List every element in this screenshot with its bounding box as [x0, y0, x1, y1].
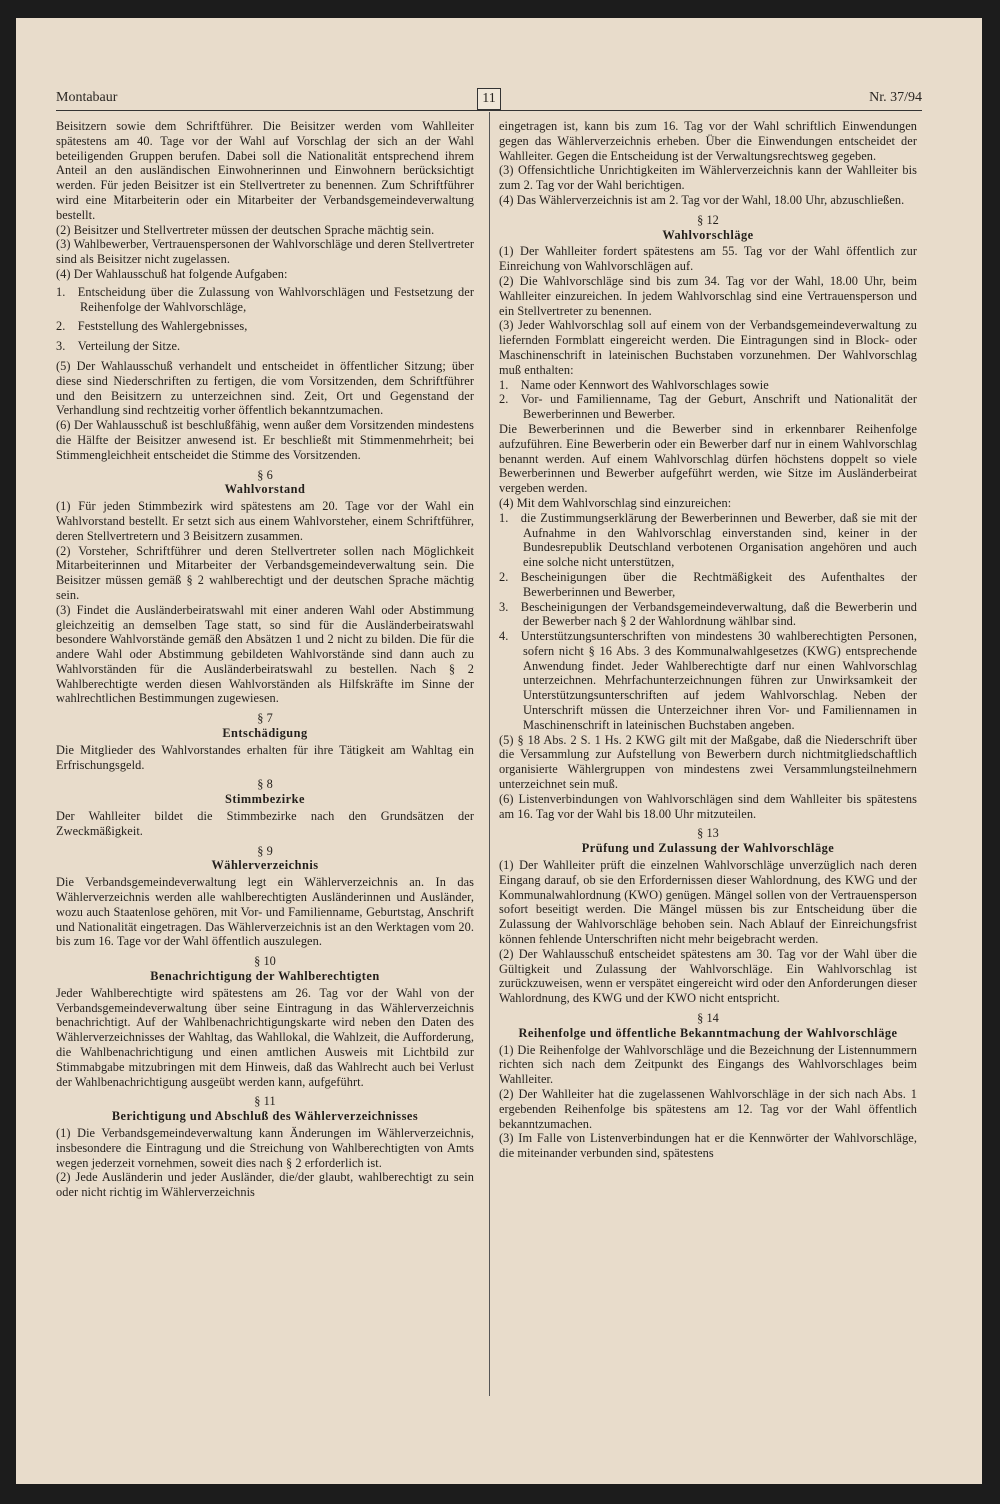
section-number: § 13 — [697, 826, 719, 841]
list-item: 3. Bescheinigungen der Verbandsgemeindeverwaltung, daß die Bewerberin und der Bewerber nach § 2 der Wahlordnung wählbar sind. — [499, 599, 917, 629]
paragraph: (5) § 18 Abs. 2 S. 1 Hs. 2 KWG gilt mit der Maßgabe, daß die Niederschrift über die Versammlung zur Aufstellung von Bewerbern durch nichtmitgliedschaftlich organisierte Wählergruppen von mindestens zwei Versammlungsteilnehmern unterzeichnet sein muß. — [499, 732, 917, 792]
paragraph: (1) Die Verbandsgemeindeverwaltung kann Änderungen im Wählerverzeichnis, insbesondere die Eintragung und die Streichung von Wahlberechtigten von Amts wegen jederzeit vornehmen, soweit dies nach § 2 erforderlich ist. — [56, 1126, 474, 1170]
header-rule — [56, 110, 922, 111]
section-number: § 14 — [697, 1011, 719, 1026]
paragraph: (3) Offensichtliche Unrichtigkeiten im Wählerverzeichnis kann der Wahlleiter bis zum 2. Tag vor der Wahl berichtigen. — [499, 163, 917, 193]
paragraph: (3) Jeder Wahlvorschlag soll auf einem von der Verbandsgemeindeverwaltung zu liefernden Formblatt eingereicht werden. Die Eintragungen sind in Block- oder Maschinenschrift in lateinischen Buchstaben vorzunehmen. Der Wahlvorschlag muß enthalten: — [499, 318, 917, 377]
section-heading: Wahlvorschläge — [662, 227, 754, 242]
right-column — [499, 119, 917, 1161]
paragraph: (6) Der Wahlausschuß ist beschlußfähig, wenn außer dem Vorsitzenden mindestens die Hälfte der Beisitzer anwesend ist. Er beschließt mit Stimmenmehrheit; bei Stimmengleichheit entscheidet die Stimme des Vorsitzenden. — [56, 418, 474, 462]
paragraph: (2) Der Wahlleiter hat die zugelassenen Wahlvorschläge in der sich nach Abs. 1 ergebenden Reihenfolge bis spätestens am 12. Tag vor der Wahl öffentlich bekanntzumachen. — [499, 1087, 917, 1131]
section-number: § 9 — [257, 843, 273, 858]
section-heading: Wahlvorstand — [224, 482, 306, 497]
paragraph: (1) Der Wahlleiter fordert spätestens am 55. Tag vor der Wahl öffentlich zur Einreichung von Wahlvorschlägen auf. — [499, 244, 917, 274]
paragraph: Der Wahlleiter bildet die Stimmbezirke nach den Grundsätzen der Zweckmäßigkeit. — [56, 809, 474, 838]
paragraph: (2) Jede Ausländerin und jeder Ausländer, die/der glaubt, wahlberechtigt zu sein oder nicht richtig im Wählerverzeichnis — [56, 1170, 474, 1200]
section-number: § 6 — [257, 467, 273, 482]
column-divider — [489, 112, 490, 1396]
paragraph: (1) Der Wahlleiter prüft die einzelnen Wahlvorschläge unverzüglich nach deren Eingang darauf, ob sie den Erfordernissen dieser Wahlordnung, des KWG und der Kommunalwahlordnung (KWO) genügen. Mängel sollen von der Vertrauensperson sofort beseitigt werden. Die Mängel müssen bis zur Entscheidung über die Zulassung der Wahlvorschläge behoben sein. Nach Ablauf der Einreichungsfrist können fehlende Unterschriften nicht mehr beigebracht werden. — [499, 858, 917, 947]
paragraph: (3) Im Falle von Listenverbindungen hat er die Kennwörter der Wahlvorschläge, die miteinander verbunden sind, spätestens — [499, 1131, 917, 1161]
paragraph: Beisitzern sowie dem Schriftführer. Die Beisitzer werden vom Wahlleiter spätestens am 40. Tage vor der Wahl auf Vorschlag der sich an der Wahl beteiligenden Gruppen berufen. Dabei soll die Nationalität entsprechend ihrem Anteil an den ausländischen Einwohnerinnen und Einwohnern berücksichtigt werden. Für jeden Beisitzer ist ein Stellvertreter zu benennen. Zum Schriftführer wird eine Mitarbeiterin oder ein Mitarbeiter der Verbandsgemeindeverwaltung bestellt. — [56, 119, 474, 222]
list-item: 2. Feststellung des Wahlergebnisses, — [56, 319, 248, 334]
paragraph: (1) Die Reihenfolge der Wahlvorschläge und die Bezeichnung der Listennummern richten sich nach dem Zeitpunkt des Eingangs des Wahlvorschlages beim Wahlleiter. — [499, 1042, 917, 1087]
paragraph: (3) Wahlbewerber, Vertrauenspersonen der Wahlvorschläge und deren Stellvertreter sind als Beisitzer nicht zugelassen. — [56, 237, 474, 267]
section-number: § 10 — [254, 954, 276, 969]
paragraph: Die Bewerberinnen und die Bewerber sind in erkennbarer Reihenfolge aufzuführen. Eine Bewerberin oder ein Bewerber darf nur in einem Wahlvorschlag benannt werden. Auf einem Wahlvorschlag dürfen höchstens doppelt so viele Bewerberinnen und Bewerber aufgeführt werden, wie Sitze im Ausländerbeirat vergeben werden. — [499, 421, 917, 496]
section-number: § 7 — [257, 711, 273, 726]
paragraph: (1) Für jeden Stimmbezirk wird spätestens am 20. Tage vor der Wahl ein Wahlvorstand bestellt. Er setzt sich aus einem Wahlvorsteher, einem Schriftführer, deren Stellvertretern und 3 Beisitzern zusammen. — [56, 499, 474, 543]
section-heading: Benachrichtigung der Wahlberechtigten — [150, 969, 380, 984]
paragraph: (2) Die Wahlvorschläge sind bis zum 34. Tag vor der Wahl, 18.00 Uhr, beim Wahlleiter einzureichen. In jedem Wahlvorschlag sind eine Vertrauensperson und ein Stellvertreter zu benennen. — [499, 273, 917, 318]
list-item: 1. Entscheidung über die Zulassung von Wahlvorschlägen und Festsetzung der Reihenfolge der Wahlvorschläge, — [56, 284, 474, 314]
paragraph: (5) Der Wahlausschuß verhandelt und entscheidet in öffentlicher Sitzung; über diese sind Niederschriften zu fertigen, die vom Vorsitzenden, dem Schriftführer und den Beisitzern zu unterzeichnen sind. Zeit, Ort und Gegenstand der Verhandlung sind rechtzeitig vorher öffentlich bekanntzumachen. — [56, 358, 474, 418]
list-item: 4. Unterstützungsunterschriften von mindestens 30 wahlberechtigten Personen, sofern nicht § 16 Abs. 3 des Kommunalwahlgesetzes (KWG) entsprechende Anwendung findet. Jeder Wahlberechtigte darf nur einen Wahlvorschlag unterzeichnen. Mehrfachunterzeichnungen führen zur Unwirksamkeit der Unterstützungsunterschriften auf jedem Wahlvorschlag. Neben der Unterschrift müssen die Unterzeichner ihren Vor- und Familiennamen in Maschinenschrift in lateinischen Buchstaben angeben. — [499, 629, 917, 732]
section-heading: Prüfung und Zulassung der Wahlvorschläge — [581, 841, 835, 856]
paragraph: Die Mitglieder des Wahlvorstandes erhalten für ihre Tätigkeit am Wahltag ein Erfrischungsgeld. — [56, 742, 474, 772]
list-item: 1. Name oder Kennwort des Wahlvorschlages sowie — [499, 377, 769, 392]
section-number: § 12 — [697, 212, 719, 227]
paragraph: (2) Vorsteher, Schriftführer und deren Stellvertreter sollen nach Möglichkeit Mitarbeiterinnen und Mitarbeiter der Verbandsgemeindeverwaltung sein. Die Beisitzer müssen gemäß § 2 wahlberechtigt und der deutschen Sprache mächtig sein. — [56, 543, 474, 602]
section-number: § 8 — [257, 777, 273, 792]
section-heading: Wählerverzeichnis — [211, 858, 319, 873]
paragraph: (4) Das Wählerverzeichnis ist am 2. Tag vor der Wahl, 18.00 Uhr, abzuschließen. — [499, 192, 905, 207]
list-item: 3. Verteilung der Sitze. — [56, 339, 181, 354]
paragraph: eingetragen ist, kann bis zum 16. Tag vor der Wahl schriftlich Einwendungen gegen das Wählerverzeichnis erheben. Über die Einwendungen entscheidet der Wahlleiter. Gegen die Entscheidung ist der Verwaltungsrechtsweg gegeben. — [499, 119, 917, 163]
paragraph: (4) Der Wahlausschuß hat folgende Aufgaben: — [56, 266, 288, 281]
section-heading: Stimmbezirke — [225, 792, 305, 807]
paragraph: (2) Beisitzer und Stellvertreter müssen der deutschen Sprache mächtig sein. — [56, 222, 435, 237]
header-town: Montabaur — [56, 90, 118, 105]
paragraph: Jeder Wahlberechtigte wird spätestens am 26. Tag vor der Wahl von der Verbandsgemeindeverwaltung über seine Eintragung in das Wählerverzeichnis benachrichtigt. Auf der Wahlbenachrichtigungskarte wird neben den Daten des Wählerverzeichnisses der Wahltag, das Wahllokal, die Wahlzeit, die Aufforderung, die Wahlbenachrichtigung und einen amtlichen Ausweis mit Lichtbild zur Stimmabgabe mitzubringen mit dem Hinweis, daß das Wahlrecht auch bei Verlust der Wahlbenachrichtigung ausgeübt werden kann, aufgeführt. — [56, 985, 474, 1089]
list-item: 1. die Zustimmungserklärung der Bewerberinnen und Bewerber, daß sie mit der Aufnahme in den Wahlvorschlag einverstanden sind, keiner in der Bundesrepublik Deutschland verbotenen Organisation angehören und auch eine solche nicht unterstützen, — [499, 510, 917, 570]
paragraph: (3) Findet die Ausländerbeiratswahl mit einer anderen Wahl oder Abstimmung gleichzeitig an demselben Tage statt, so sind für die Ausländerbeiratswahl besondere Wahlvorstände gemäß den Absätzen 1 und 2 nicht zu bilden. Die für die andere Wahl oder Abstimmung gebildeten Wahlvorstände sind dann auch zu Wahlvorständen für die Ausländerbeiratswahl zu bestellen. Nach § 2 Wahlberechtigte werden diesen Wahlvorständen als Hilfskräfte im Sinne der wahlrechtlichen Bestimmungen zugewiesen. — [56, 602, 474, 706]
paragraph: (4) Mit dem Wahlvorschlag sind einzureichen: — [499, 495, 732, 510]
list-item: 2. Vor- und Familienname, Tag der Geburt, Anschrift und Nationalität der Bewerberinnen und Bewerber. — [499, 392, 917, 422]
section-heading: Entschädigung — [222, 726, 308, 741]
section-heading: Berichtigung und Abschluß des Wählerverzeichnisses — [111, 1109, 419, 1124]
page-header — [56, 88, 922, 110]
section-heading: Reihenfolge und öffentliche Bekanntmachung der Wahlvorschläge — [518, 1025, 898, 1040]
issue-number: Nr. 37/94 — [869, 90, 922, 105]
page-number-box: 11 — [477, 88, 501, 110]
paragraph: Die Verbandsgemeindeverwaltung legt ein Wählerverzeichnis an. In das Wählerverzeichnis werden alle wahlberechtigten Ausländerinnen und Ausländer, wozu auch Staatenlose gehören, mit Vor- und Familienname, Geburtstag, Anschrift und Nationalität eingetragen. Das Wählerverzeichnis ist an den Werktagen vom 20. bis zum 16. Tage vor der Wahl öffentlich auszulegen. — [56, 875, 474, 949]
list-item: 2. Bescheinigungen über die Rechtmäßigkeit des Aufenthaltes der Bewerberinnen und Bewerber, — [499, 569, 917, 599]
section-number: § 11 — [254, 1094, 276, 1109]
paragraph: (2) Der Wahlausschuß entscheidet spätestens am 30. Tag vor der Wahl über die Gültigkeit und Zulassung der Wahlvorschläge. Ein Wahlvorschlag ist zurückzuweisen, wenn er verspätet eingereicht wird oder den Anforderungen dieser Wahlordnung, des KWG und der KWO nicht entspricht. — [499, 946, 917, 1006]
left-column — [56, 119, 474, 1200]
paragraph: (6) Listenverbindungen von Wahlvorschlägen sind dem Wahlleiter bis spätestens am 16. Tag vor der Wahl bis 18.00 Uhr mitzuteilen. — [499, 791, 917, 821]
